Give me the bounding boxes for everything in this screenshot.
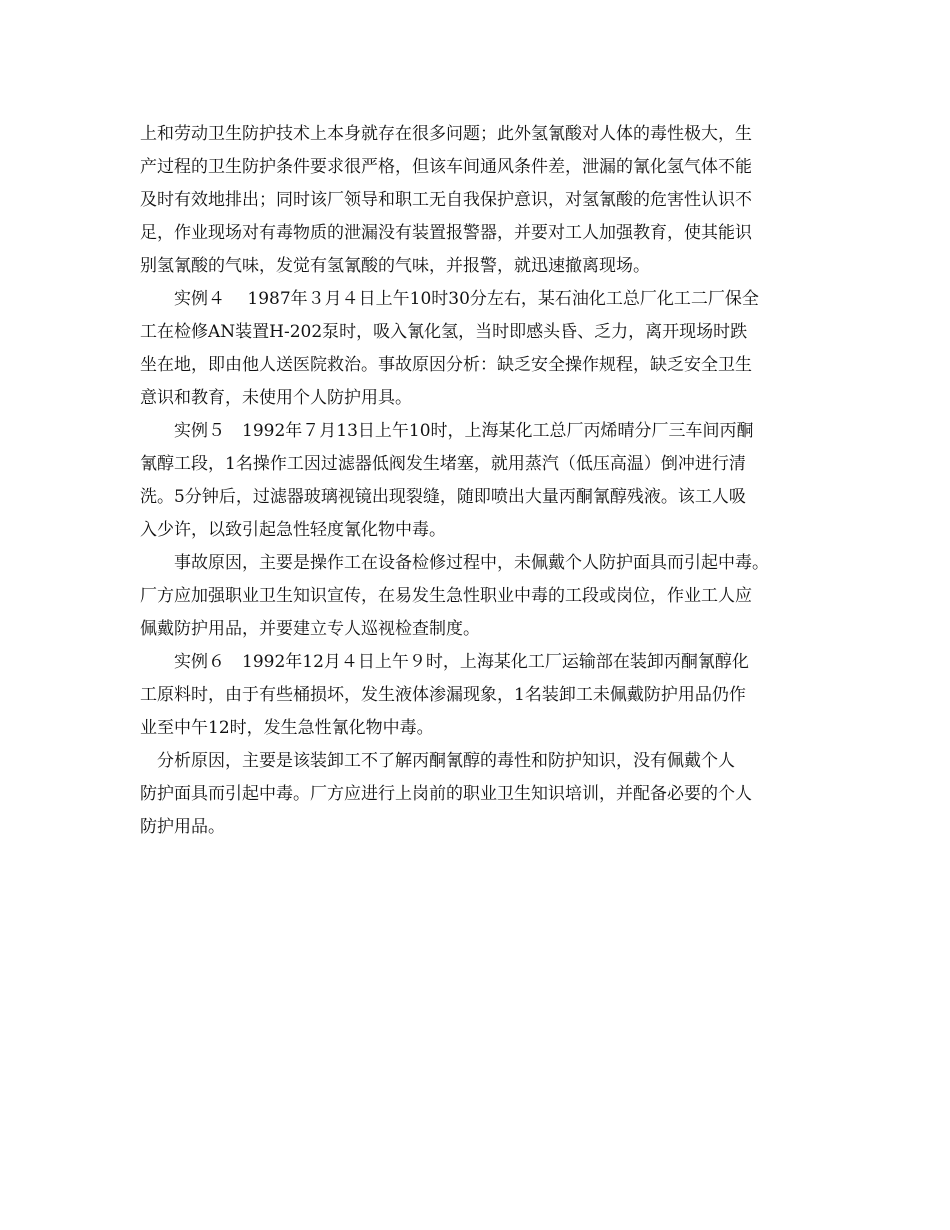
text-line: 防护用品。	[140, 817, 225, 837]
text-line: 工在检修AN装置H-202泵时，吸入氰化氢，当时即感头昏、乏力，离开现场时跌	[140, 322, 748, 342]
text-line: 意识和教育，未使用个人防护用具。	[140, 388, 412, 408]
paragraph-hcn-analysis	[140, 118, 820, 283]
paragraph-case-4	[140, 283, 820, 415]
text-line: 厂方应加强职业卫生知识宣传，在易发生急性职业中毒的工段或岗位，作业工人应	[140, 586, 752, 606]
text-line: 上和劳动卫生防护技术上本身就存在很多问题；此外氢氰酸对人体的毒性极大，生	[140, 124, 752, 144]
paragraph-case-6	[140, 646, 820, 745]
text-line: 业至中午12时，发生急性氰化物中毒。	[140, 718, 434, 738]
text-line: 分析原因，主要是该装卸工不了解丙酮氰醇的毒性和防护知识，没有佩戴个人	[140, 751, 735, 771]
text-line: 实例５ 1992年７月13日上午10时，上海某化工总厂丙烯晴分厂三车间丙酮	[140, 421, 754, 441]
text-line: 实例４ 1987年３月４日上午10时30分左右，某石油化工总厂化工二厂保全	[140, 289, 759, 309]
text-line: 实例６ 1992年12月４日上午９时，上海某化工厂运输部在装卸丙酮氰醇化	[140, 652, 749, 672]
text-line: 工原料时，由于有些桶损坏，发生液体渗漏现象，1名装卸工未佩戴防护用品仍作	[140, 685, 746, 705]
paragraph-case-6-cause	[140, 745, 820, 844]
document-body	[140, 118, 820, 844]
text-line: 及时有效地排出；同时该厂领导和职工无自我保护意识，对氢氰酸的危害性认识不	[140, 190, 752, 210]
text-line: 别氢氰酸的气味，发觉有氢氰酸的气味，并报警，就迅速撤离现场。	[140, 256, 650, 276]
text-line: 事故原因，主要是操作工在设备检修过程中，未佩戴个人防护面具而引起中毒。	[140, 553, 769, 573]
text-line: 坐在地，即由他人送医院救治。事故原因分析：缺乏安全操作规程，缺乏安全卫生	[140, 355, 752, 375]
text-line: 氰醇工段，1名操作工因过滤器低阀发生堵塞，就用蒸汽（低压高温）倒冲进行清	[140, 454, 746, 474]
text-line: 防护面具而引起中毒。厂方应进行上岗前的职业卫生知识培训，并配备必要的个人	[140, 784, 752, 804]
paragraph-case-5-cause	[140, 547, 820, 646]
text-line: 佩戴防护用品，并要建立专人巡视检查制度。	[140, 619, 480, 639]
paragraph-case-5	[140, 415, 820, 547]
text-line: 入少许，以致引起急性轻度氰化物中毒。	[140, 520, 446, 540]
text-line: 产过程的卫生防护条件要求很严格，但该车间通风条件差，泄漏的氰化氢气体不能	[140, 157, 752, 177]
text-line: 足，作业现场对有毒物质的泄漏没有装置报警器，并要对工人加强教育，使其能识	[140, 223, 752, 243]
text-line: 洗。5分钟后，过滤器玻璃视镜出现裂缝，随即喷出大量丙酮氰醇残液。该工人吸	[140, 487, 746, 507]
